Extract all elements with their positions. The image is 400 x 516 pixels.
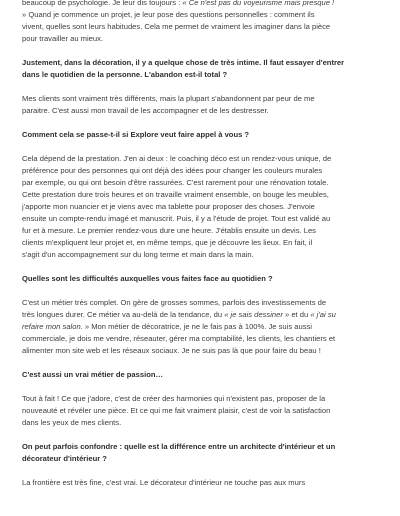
text-run: j'apporte mon nuancier et je viens avec ma tablette pour proposer des choses. J'envoie <box>22 202 315 211</box>
text-line <box>22 405 377 417</box>
text-line <box>22 321 377 333</box>
text-line <box>22 369 377 381</box>
interview-question <box>22 129 377 141</box>
text-run: » Quand je commence un projet, je leur pose des questions personnelles : comment ils <box>22 10 315 19</box>
text-line <box>22 441 377 453</box>
text-run: » Mon métier de décoratrice, je ne le fais pas à 100%. Je suis aussi <box>84 322 312 331</box>
text-line <box>22 213 377 225</box>
paragraph <box>22 393 377 429</box>
text-run: Mes clients sont vraiment très différents, mais la plupart s'abandonnent par peur de me <box>22 94 315 103</box>
text-run: par exemple, ou qui ont besoin d'être rassurées. C'est rarement pour une rénovation totale. <box>22 178 329 187</box>
text-run: Cela dépend de la prestation. J'en ai deux : le coaching déco est un rendez-vous unique, de <box>22 154 332 163</box>
text-line <box>22 237 377 249</box>
text-run: ensuite un compte-rendu imagé et manuscrit. Puis, il y a l'étude de projet. Tout est validé au <box>22 214 331 223</box>
text-run: On peut parfois confondre : quelle est la différence entre un architecte d'intérieur et un <box>22 442 336 451</box>
text-line <box>22 153 377 165</box>
text-line <box>22 297 377 309</box>
text-run: commerciale, je dois me vendre, réseauter, gérer ma comptabilité, les clients, les chantiers et <box>22 334 336 343</box>
text-line <box>22 33 377 45</box>
paragraph <box>22 0 377 45</box>
text-run: Justement, dans la décoration, il y a quelque chose de très intime. Il faut essayer d'entrer <box>22 58 345 67</box>
text-run: clients m'expliquent leur projet et, en même temps, que je découvre les lieux. En fait, il <box>22 238 313 247</box>
text-run: nouveauté et révéler une pièce. Et ce qui me fait vraiment plaisir, c'est de voir la satisfaction <box>22 406 331 415</box>
text-run: alimenter mon site web et les réseaux sociaux. Je ne suis pas là que pour faire du beau ! <box>22 346 321 355</box>
text-run: Tout à fait ! Ce que j'adore, c'est de créer des harmonies qui n'existent pas, proposer de la <box>22 394 326 403</box>
interview-question <box>22 57 377 81</box>
italic-quote: refaire mon salon. <box>22 322 85 331</box>
text-run: C'est un métier très complet. On gère de grosses sommes, parfois des investissements de <box>22 298 327 307</box>
paragraph <box>22 297 377 357</box>
text-line <box>22 189 377 201</box>
text-run: très longues durer. Ce métier va au-delà de la tendance, du <box>22 310 225 319</box>
italic-quote: « je sais dessiner » <box>224 310 290 319</box>
paragraph <box>22 93 377 117</box>
text-run: pour travailler au mieux. <box>22 34 104 43</box>
text-run: et du <box>289 310 311 319</box>
text-run: Cette prestation dure trois heures et on travaille vraiment ensemble, on bouge les meubles, <box>22 190 329 199</box>
text-line <box>22 9 377 21</box>
interview-question <box>22 441 377 465</box>
text-run: préférence pour des personnes qui ont déjà des idées pour changer les couleurs murales <box>22 166 323 175</box>
text-run: vivent, quelles sont leurs habitudes. Cela me permet de vraiment les imaginer dans la pièce <box>22 22 331 31</box>
text-run: La frontière est très fine, c'est vrai. Le décorateur d'intérieur ne touche pas aux murs <box>22 478 306 487</box>
text-run: fur et à mesure. Le premier rendez-vous dure une heure. J'établis ensuite un devis. Les <box>22 226 316 235</box>
text-line <box>22 105 377 117</box>
text-run: Quelles sont les difficultés auxquelles vous faites face au quotidien ? <box>22 274 273 283</box>
text-line <box>22 57 377 69</box>
text-line <box>22 201 377 213</box>
text-run: paraitre. C'est aussi mon travail de les accompagner et de les destresser. <box>22 106 269 115</box>
text-line <box>22 225 377 237</box>
text-line <box>22 69 377 81</box>
interview-question <box>22 369 377 381</box>
text-line <box>22 345 377 357</box>
text-line <box>22 417 377 429</box>
text-run: Comment cela se passe-t-il si Explore veut faire appel à vous ? <box>22 130 250 139</box>
text-line <box>22 249 377 261</box>
text-line <box>22 273 377 285</box>
text-line <box>22 177 377 189</box>
text-run: dans les yeux de mes clients. <box>22 418 122 427</box>
italic-quote: « j'ai su <box>310 310 336 319</box>
text-line <box>22 0 377 9</box>
text-run: C'est aussi un vrai métier de passion… <box>22 370 164 379</box>
paragraph <box>22 153 377 261</box>
text-line <box>22 477 377 489</box>
interview-question <box>22 273 377 285</box>
text-line <box>22 129 377 141</box>
text-line <box>22 21 377 33</box>
text-line <box>22 333 377 345</box>
text-line <box>22 309 377 321</box>
text-line <box>22 165 377 177</box>
paragraph <box>22 477 377 489</box>
text-run: dans le quotidien de la personne. L'abandon est-il total ? <box>22 70 228 79</box>
text-line <box>22 93 377 105</box>
text-run: s'agit d'un accompagnement sur du long terme et main dans la main. <box>22 250 254 259</box>
italic-quote: « Ce n'est pas du voyeurisme mais presque ! <box>182 0 335 7</box>
text-run: décorateur d'intérieur ? <box>22 454 107 463</box>
text-run: beaucoup de psychologie. Je leur dis toujours : <box>22 0 183 7</box>
text-line <box>22 393 377 405</box>
text-line <box>22 453 377 465</box>
